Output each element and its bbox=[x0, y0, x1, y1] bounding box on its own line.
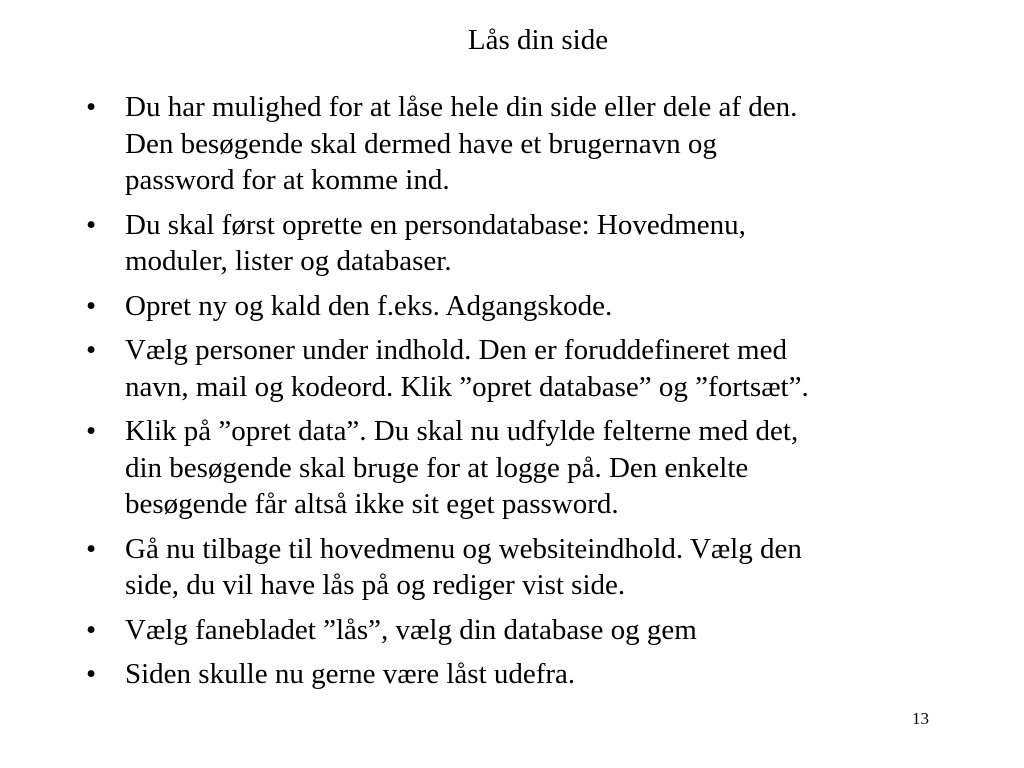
bullet-dot: • bbox=[86, 334, 97, 366]
bullet-text-line: Siden skulle nu gerne være låst udefra. bbox=[125, 658, 576, 690]
bullet-text-line: password for at komme ind. bbox=[125, 164, 450, 196]
bullet-item bbox=[78, 207, 958, 280]
bullet-text bbox=[125, 656, 958, 693]
bullet-dot: • bbox=[86, 289, 97, 322]
bullet-item bbox=[78, 413, 958, 523]
bullet-text-line: Den besøgende skal dermed have et brugernavn og bbox=[125, 127, 717, 160]
bullet-text-line: Du skal først oprette en persondatabase: Hovedmenu, bbox=[125, 208, 746, 241]
bullet-text-line: navn, mail og kodeord. Klik ”opret database” og ”fortsæt”. bbox=[125, 370, 809, 403]
bullet-dot: • bbox=[86, 208, 97, 241]
bullet-text-line: Vælg fanebladet ”lås”, vælg din database og gem bbox=[125, 613, 697, 646]
bullet-text-line: moduler, lister og databaser. bbox=[125, 245, 452, 277]
bullet-item bbox=[78, 612, 958, 649]
slide-title: Lås din side bbox=[467, 24, 609, 56]
bullet-item bbox=[78, 656, 958, 693]
bullet-text bbox=[125, 612, 958, 649]
bullet-dot: • bbox=[86, 415, 97, 447]
bullet-item bbox=[78, 89, 958, 199]
bullet-text-line: din besøgende skal bruge for at logge på. Den enkelte bbox=[125, 451, 749, 484]
bullet-list bbox=[78, 89, 958, 701]
page-number: 13 bbox=[912, 709, 929, 728]
bullet-text bbox=[125, 207, 958, 280]
bullet-text-line: Opret ny og kald den f.eks. Adgangskode. bbox=[125, 289, 613, 322]
bullet-dot: • bbox=[86, 532, 97, 565]
bullet-text-line: Klik på ”opret data”. Du skal nu udfylde felterne med det, bbox=[125, 415, 799, 447]
bullet-text-line: Du har mulighed for at låse hele din side eller dele af den. bbox=[125, 91, 798, 123]
bullet-text bbox=[125, 89, 958, 199]
bullet-text-line: Gå nu tilbage til hovedmenu og websiteindhold. Vælg den bbox=[125, 532, 802, 565]
bullet-dot: • bbox=[86, 613, 97, 646]
bullet-text bbox=[125, 332, 958, 405]
bullet-text bbox=[125, 288, 958, 325]
bullet-text-line: besøgende får altså ikke sit eget password. bbox=[125, 488, 619, 520]
bullet-item bbox=[78, 288, 958, 325]
bullet-dot: • bbox=[86, 91, 97, 123]
bullet-text bbox=[125, 413, 958, 523]
bullet-text bbox=[125, 531, 958, 604]
bullet-text-line: side, du vil have lås på og rediger vist side. bbox=[125, 569, 626, 601]
bullet-item bbox=[78, 332, 958, 405]
bullet-text-line: Vælg personer under indhold. Den er foruddefineret med bbox=[125, 334, 787, 366]
bullet-dot: • bbox=[86, 658, 97, 690]
bullet-item bbox=[78, 531, 958, 604]
